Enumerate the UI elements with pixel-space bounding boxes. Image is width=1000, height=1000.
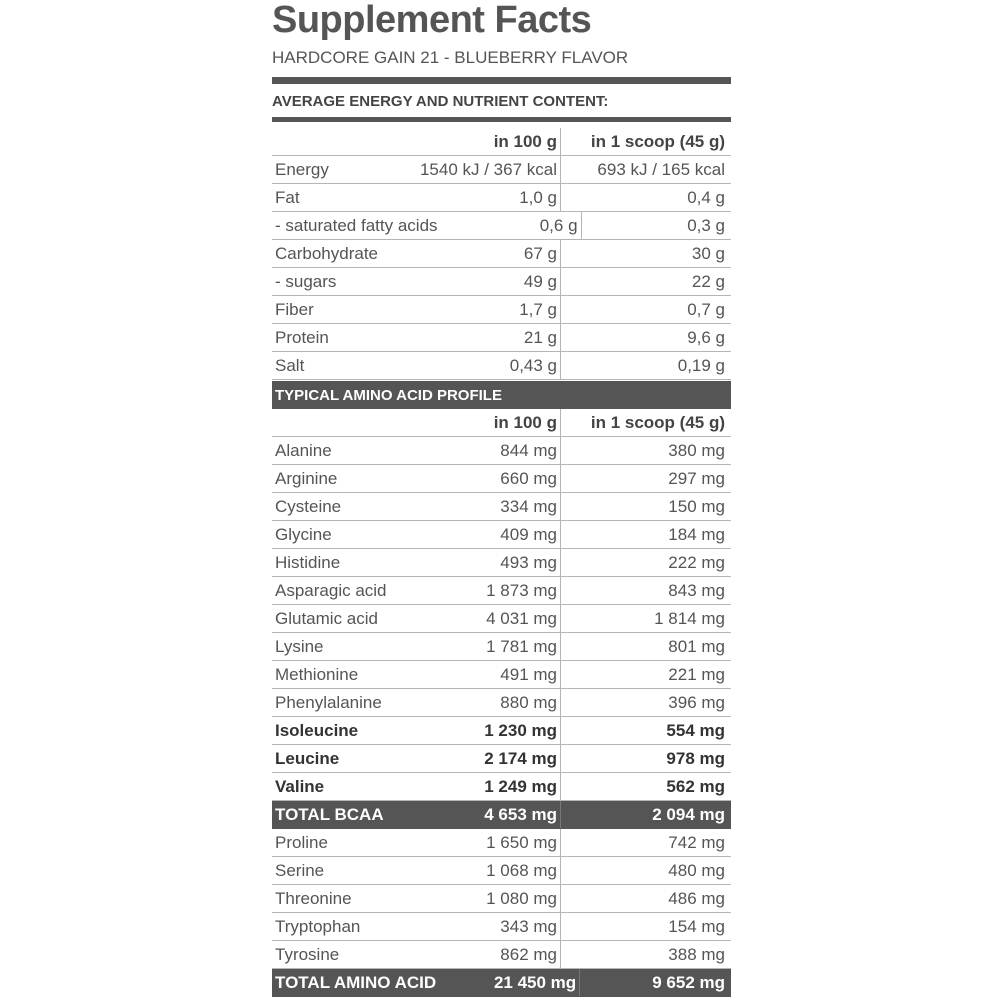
product-subtitle: HARDCORE GAIN 21 - BLUEBERRY FLAVOR <box>272 48 629 67</box>
table-row <box>272 885 731 913</box>
row-value-per-100g: 1 781 mg <box>417 633 561 660</box>
row-value-per-scoop: 30 g <box>691 243 725 263</box>
row-label: Histidine <box>275 552 341 572</box>
table-row <box>272 857 731 885</box>
table-row <box>272 661 731 689</box>
row-label: Leucine <box>275 748 340 768</box>
row-value-per-scoop: 693 kJ / 165 kcal <box>597 159 725 179</box>
row-value-per-100g: 49 g <box>417 268 561 295</box>
amino-table <box>272 409 731 997</box>
row-label: Tyrosine <box>275 944 340 964</box>
row-value-per-scoop: 2 094 mg <box>652 804 725 824</box>
row-value-per-scoop: 1 814 mg <box>654 608 725 628</box>
row-value-per-scoop: 9,6 g <box>687 327 725 347</box>
row-value-per-100g: 1 650 mg <box>417 829 561 856</box>
table-row <box>272 268 731 296</box>
row-value-per-100g: 1,0 g <box>417 184 561 211</box>
row-label: Valine <box>275 776 325 796</box>
row-value-per-100g: 21 450 mg <box>436 969 580 996</box>
row-value-per-100g: 844 mg <box>417 437 561 464</box>
table-row <box>272 212 731 240</box>
row-value-per-100g: 1 068 mg <box>417 857 561 884</box>
table-row <box>272 549 731 577</box>
row-value-per-100g: 4 653 mg <box>417 801 561 828</box>
row-value-per-100g: 334 mg <box>417 493 561 520</box>
table-row <box>272 156 731 184</box>
row-value-per-scoop: 554 mg <box>666 720 725 740</box>
row-label: - sugars <box>275 271 337 291</box>
nutrient-divider <box>272 117 731 122</box>
row-label: Tryptophan <box>275 916 361 936</box>
table-row <box>272 437 731 465</box>
table-row <box>272 324 731 352</box>
row-value-per-scoop: 843 mg <box>668 580 725 600</box>
row-value-per-100g: 2 174 mg <box>417 745 561 772</box>
row-value-per-scoop: 480 mg <box>668 860 725 880</box>
table-row <box>272 240 731 268</box>
header-per-scoop: in 1 scoop (45 g) <box>590 131 725 151</box>
row-label: Threonine <box>275 888 352 908</box>
table-row <box>272 745 731 773</box>
row-label: Protein <box>275 327 329 347</box>
row-label: - saturated fatty acids <box>275 215 438 235</box>
amino-header-row <box>272 409 731 437</box>
row-value-per-100g: 67 g <box>417 240 561 267</box>
row-value-per-100g: 343 mg <box>417 913 561 940</box>
row-label: Fiber <box>275 299 314 319</box>
row-label: Energy <box>275 159 329 179</box>
table-row <box>272 493 731 521</box>
row-label: Isoleucine <box>275 720 359 740</box>
table-row <box>272 829 731 857</box>
row-value-per-scoop: 0,3 g <box>687 215 725 235</box>
row-value-per-100g: 1 249 mg <box>417 773 561 800</box>
row-value-per-scoop: 154 mg <box>668 916 725 936</box>
row-label: Asparagic acid <box>275 580 387 600</box>
row-value-per-100g: 862 mg <box>417 941 561 968</box>
table-row <box>272 352 731 380</box>
table-row <box>272 465 731 493</box>
row-value-per-100g: 491 mg <box>417 661 561 688</box>
table-row <box>272 521 731 549</box>
row-value-per-100g: 880 mg <box>417 689 561 716</box>
row-value-per-scoop: 978 mg <box>666 748 725 768</box>
row-label: Cysteine <box>275 496 342 516</box>
table-row <box>272 689 731 717</box>
row-label: Alanine <box>275 440 332 460</box>
row-value-per-scoop: 297 mg <box>668 468 725 488</box>
row-value-per-scoop: 0,7 g <box>687 299 725 319</box>
row-label: Fat <box>275 187 300 207</box>
nutrient-section-label: AVERAGE ENERGY AND NUTRIENT CONTENT: <box>272 93 609 110</box>
row-value-per-100g: 1 080 mg <box>417 885 561 912</box>
top-divider <box>272 77 731 84</box>
table-row <box>272 184 731 212</box>
table-row <box>272 717 731 745</box>
row-value-per-scoop: 22 g <box>691 271 725 291</box>
nutrient-table <box>272 128 731 380</box>
row-value-per-scoop: 562 mg <box>666 776 725 796</box>
row-value-per-100g: 21 g <box>417 324 561 351</box>
total-row <box>272 801 731 829</box>
table-row <box>272 296 731 324</box>
amino-section-label: TYPICAL AMINO ACID PROFILE <box>272 381 731 409</box>
row-value-per-scoop: 221 mg <box>668 664 725 684</box>
table-row <box>272 633 731 661</box>
row-value-per-100g: 4 031 mg <box>417 605 561 632</box>
row-label: Proline <box>275 832 328 852</box>
row-value-per-100g: 1,7 g <box>417 296 561 323</box>
row-value-per-100g: 0,6 g <box>438 212 582 239</box>
row-label: Lysine <box>275 636 324 656</box>
row-label: Salt <box>275 355 305 375</box>
table-row <box>272 941 731 969</box>
row-label: TOTAL BCAA <box>275 804 384 824</box>
row-label: Methionine <box>275 664 359 684</box>
row-label: Glutamic acid <box>275 608 378 628</box>
table-row <box>272 773 731 801</box>
table-row <box>272 577 731 605</box>
row-value-per-scoop: 184 mg <box>668 524 725 544</box>
header-per-100g: in 100 g <box>417 128 561 155</box>
row-value-per-100g: 1540 kJ / 367 kcal <box>417 156 561 183</box>
row-value-per-100g: 660 mg <box>417 465 561 492</box>
row-value-per-100g: 1 230 mg <box>417 717 561 744</box>
row-label: TOTAL AMINO ACID <box>275 972 437 992</box>
row-value-per-scoop: 222 mg <box>668 552 725 572</box>
row-value-per-100g: 409 mg <box>417 521 561 548</box>
total-row <box>272 969 731 997</box>
row-label: Carbohydrate <box>275 243 379 263</box>
header-per-scoop: in 1 scoop (45 g) <box>590 412 725 432</box>
row-value-per-scoop: 742 mg <box>668 832 725 852</box>
row-value-per-100g: 1 873 mg <box>417 577 561 604</box>
row-value-per-scoop: 388 mg <box>668 944 725 964</box>
row-value-per-scoop: 396 mg <box>668 692 725 712</box>
table-row <box>272 605 731 633</box>
nutrient-header-row <box>272 128 731 156</box>
row-label: Phenylalanine <box>275 692 382 712</box>
row-value-per-scoop: 380 mg <box>668 440 725 460</box>
row-value-per-scoop: 486 mg <box>668 888 725 908</box>
row-value-per-scoop: 150 mg <box>668 496 725 516</box>
row-value-per-scoop: 0,19 g <box>677 355 725 375</box>
page-title: Supplement Facts <box>272 0 592 41</box>
table-row <box>272 913 731 941</box>
row-value-per-100g: 493 mg <box>417 549 561 576</box>
row-value-per-scoop: 0,4 g <box>687 187 725 207</box>
row-label: Serine <box>275 860 325 880</box>
row-value-per-100g: 0,43 g <box>417 352 561 379</box>
row-label: Arginine <box>275 468 338 488</box>
row-value-per-scoop: 801 mg <box>668 636 725 656</box>
row-value-per-scoop: 9 652 mg <box>652 972 725 992</box>
header-per-100g: in 100 g <box>417 409 561 436</box>
row-label: Glycine <box>275 524 332 544</box>
